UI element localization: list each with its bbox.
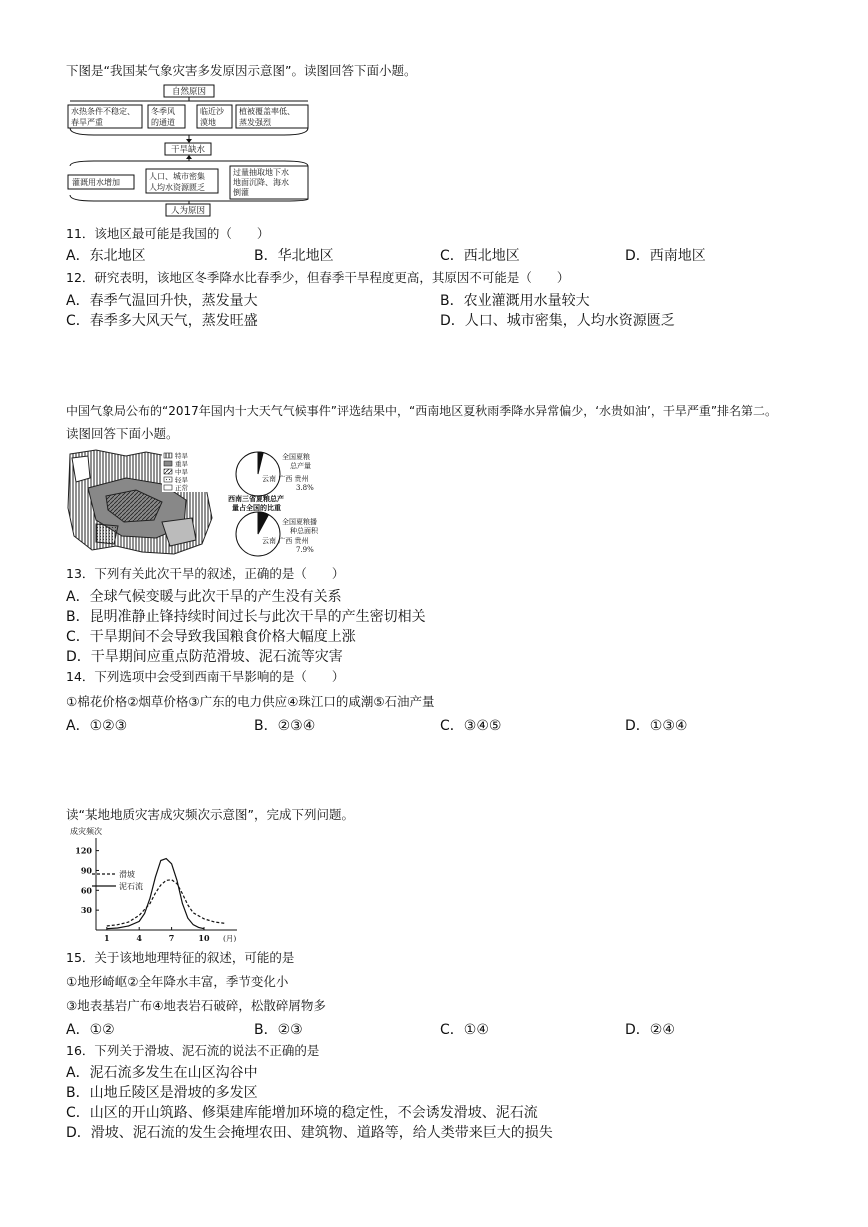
q16-option-d[interactable]: D．滑坡、泥石流的发生会掩埋农田、建筑物、道路等，给人类带来巨大的损失 [66, 1125, 553, 1141]
map-legend-item: 中旱 [175, 468, 188, 476]
q13-stem: 13．下列有关此次干旱的叙述，正确的是（ ） [66, 566, 345, 581]
diagram-box7-line2: 地面沉降、海水 [233, 178, 289, 187]
q14-stem: 14．下列选项中会受到西南干旱影响的是（ ） [66, 669, 345, 684]
diagram-human-label: 人为原因 [170, 206, 206, 216]
y-tick-label: 90 [80, 865, 92, 876]
diagram-box7-line1: 过量抽取地下水 [233, 168, 289, 177]
q11-option-a[interactable]: A．东北地区 [66, 248, 146, 264]
q11-option-c[interactable]: C．西北地区 [440, 248, 520, 264]
disaster-cause-diagram [64, 83, 314, 217]
pie-caption-line2: 量占全国的比重 [232, 503, 281, 512]
q15-items-line1: ①地形崎岖②全年降水丰富，季节变化小 [66, 974, 289, 989]
q16-option-b[interactable]: B．山地丘陵区是滑坡的多发区 [66, 1085, 258, 1101]
diagram-box1-line1: 水热条件不稳定、 [71, 107, 135, 116]
q14-option-d[interactable]: D．①③④ [625, 718, 688, 734]
diagram-box2-line2: 的通道 [151, 118, 175, 127]
q12-stem: 12．研究表明，该地区冬季降水比春季少，但春季干旱程度更高，其原因不可能是（ ） [66, 270, 570, 285]
diagram-box6-line2: 人均水资源匮乏 [149, 183, 205, 192]
legend-label-2: 泥石流 [119, 882, 143, 891]
q11-stem: 11．该地区最可能是我国的（ ） [66, 226, 270, 241]
pie1-label-line1: 全国夏粮 [282, 453, 310, 461]
q14-option-a[interactable]: A．①②③ [66, 718, 128, 734]
q15-option-c[interactable]: C．①④ [440, 1022, 489, 1038]
q13-option-b[interactable]: B．昆明准静止锋持续时间过长与此次干旱的产生密切相关 [66, 609, 426, 625]
diagram-box1-line2: 春旱严重 [71, 118, 103, 127]
q13-option-d[interactable]: D．干旱期间应重点防范滑坡、泥石流等灾害 [66, 649, 343, 665]
map-legend-item: 重旱 [175, 460, 188, 468]
map-legend-item: 轻旱 [175, 476, 188, 484]
pie1-label-line2: 总产量 [290, 462, 311, 470]
q12-option-b[interactable]: B．农业灌溉用水量较大 [440, 293, 590, 309]
diagram-box4-line1: 植被覆盖率低、 [239, 107, 295, 116]
q15-option-d[interactable]: D．②④ [625, 1022, 675, 1038]
q15-option-a[interactable]: A．①② [66, 1022, 115, 1038]
grain-share-pies [224, 450, 356, 558]
diagram-box4-line2: 蒸发强烈 [239, 118, 271, 127]
q11-option-b[interactable]: B．华北地区 [254, 248, 334, 264]
section2-intro-line1: 中国气象局公布的“2017年国内十大天气气候事件”评选结果中，“西南地区夏秋雨季降水异常偏少，‘水贵如油’，干旱严重”排名第二。 [66, 404, 778, 418]
q16-stem: 16．下列关于滑坡、泥石流的说法不正确的是 [66, 1043, 320, 1058]
q12-option-c[interactable]: C．春季多大风天气，蒸发旺盛 [66, 313, 258, 329]
q11-option-d[interactable]: D．西南地区 [625, 248, 706, 264]
q12-option-a[interactable]: A．春季气温回升快，蒸发量大 [66, 293, 258, 309]
legend-label-1: 滑坡 [119, 870, 135, 879]
disaster-frequency-chart [66, 826, 246, 948]
diagram-box7-line3: 倒灌 [233, 188, 249, 197]
pie2-label-line1: 全国夏粮播 [282, 518, 317, 526]
q12-option-d[interactable]: D．人口、城市密集，人均水资源匮乏 [440, 313, 675, 329]
section1-intro: 下图是“我国某气象灾害多发原因示意图”。读图回答下面小题。 [66, 63, 417, 78]
q13-option-a[interactable]: A．全球气候变暖与此次干旱的产生没有关系 [66, 589, 342, 605]
q13-option-c[interactable]: C．干旱期间不会导致我国粮食价格大幅度上涨 [66, 629, 356, 645]
pie1-region: 云南 广西 贵州 [262, 475, 309, 483]
x-tick-label: 1 [104, 933, 110, 943]
y-tick-label: 120 [75, 845, 92, 856]
y-tick-label: 30 [80, 905, 92, 916]
q15-stem: 15．关于该地地理特征的叙述，可能的是 [66, 950, 295, 965]
diagram-box5: 灌溉用水增加 [72, 178, 120, 187]
diagram-box3-line1: 临近沙 [200, 107, 224, 116]
q16-option-a[interactable]: A．泥石流多发生在山区沟谷中 [66, 1065, 258, 1081]
pie2-value: 7.9% [296, 546, 314, 554]
x-tick-label: 7 [168, 933, 175, 943]
drought-map [66, 448, 218, 558]
pie2-region: 云南 广西 贵州 [262, 537, 309, 545]
map-legend-item: 特旱 [175, 452, 188, 460]
pie-caption-line1: 西南三省夏粮总产 [228, 494, 284, 503]
pie2-label-line2: 种总面积 [290, 527, 318, 535]
section2-intro-line2: 读图回答下面小题。 [66, 426, 179, 441]
q14-option-b[interactable]: B．②③④ [254, 718, 316, 734]
diagram-box6-line1: 人口、城市密集 [149, 172, 205, 181]
q14-option-c[interactable]: C．③④⑤ [440, 718, 502, 734]
q14-items: ①棉花价格②烟草价格③广东的电力供应④珠江口的咸潮⑤石油产量 [66, 694, 435, 709]
diagram-center-label: 干旱缺水 [170, 145, 206, 155]
x-tick-label: 4 [136, 933, 142, 943]
x-tick-label: 10 [198, 933, 210, 943]
y-axis-label: 成灾频次 [70, 827, 102, 836]
y-tick-label: 60 [80, 885, 92, 896]
q15-option-b[interactable]: B．②③ [254, 1022, 303, 1038]
pie1-value: 3.8% [296, 484, 314, 492]
q15-items-line2: ③地表基岩广布④地表岩石破碎，松散碎屑物多 [66, 998, 326, 1013]
q16-option-c[interactable]: C．山区的开山筑路、修渠建库能增加环境的稳定性，不会诱发滑坡、泥石流 [66, 1105, 538, 1121]
x-axis-label: (月) [223, 934, 237, 943]
section3-intro: 读“某地地质灾害成灾频次示意图”，完成下列问题。 [66, 807, 354, 822]
map-legend-item: 正常 [175, 484, 188, 492]
diagram-box2-line1: 冬季风 [151, 107, 175, 116]
diagram-box3-line2: 漠地 [200, 118, 216, 127]
diagram-natural-label: 自然原因 [171, 87, 207, 97]
